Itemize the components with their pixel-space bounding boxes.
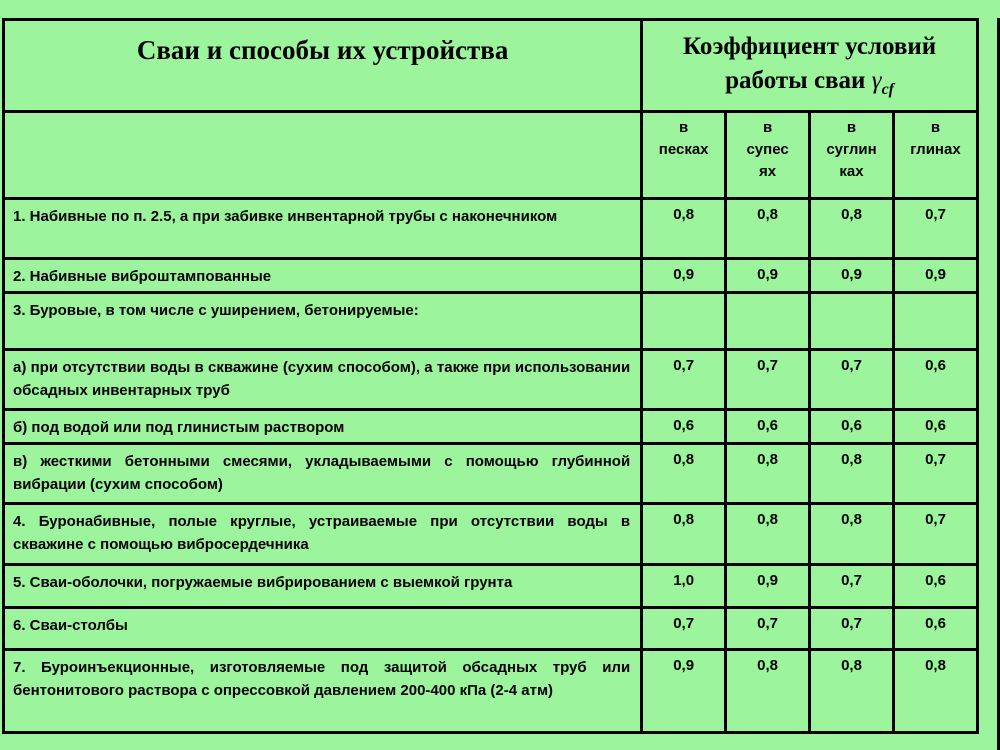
coef-title-line2: работы сваи $\gamma_{cf}$ <box>725 67 894 99</box>
table-row <box>4 350 978 410</box>
value-cell: 0,8 <box>810 199 894 259</box>
table-frame <box>0 18 1000 750</box>
value-cell: 0,8 <box>810 650 894 733</box>
empty-header-cell <box>4 112 642 199</box>
value-cell <box>642 293 726 350</box>
value-cell: 0,8 <box>893 650 977 733</box>
value-cell: 0,7 <box>810 350 894 410</box>
soil-header-sands: в песках <box>642 112 726 199</box>
value-cell: 0,9 <box>810 259 894 293</box>
value-cell: 0,6 <box>810 410 894 444</box>
value-cell: 0,7 <box>726 608 810 650</box>
value-cell: 0,7 <box>642 350 726 410</box>
value-cell: 0,7 <box>726 350 810 410</box>
value-cell: 0,9 <box>726 565 810 608</box>
value-cell: 0,6 <box>893 608 977 650</box>
column-header-pile-types <box>4 20 642 112</box>
table-header-row <box>4 20 978 112</box>
row-label: 4. Буронабивные, полые круглые, устраиваемые при отсутствии воды в скважине с помощью вибросердечника <box>4 504 642 565</box>
row-label: 5. Сваи-оболочки, погружаемые вибрированием с выемкой грунта <box>4 565 642 608</box>
value-cell: 0,8 <box>726 199 810 259</box>
value-cell: 0,7 <box>893 199 977 259</box>
value-cell: 0,8 <box>642 504 726 565</box>
value-cell: 0,8 <box>642 199 726 259</box>
soil-header-clays: в глинах <box>893 112 977 199</box>
column-header-coefficient <box>642 20 978 112</box>
value-cell <box>726 293 810 350</box>
table-row <box>4 444 978 504</box>
pile-coefficients-table <box>2 18 979 734</box>
value-cell: 0,9 <box>642 650 726 733</box>
value-cell: 0,6 <box>726 410 810 444</box>
value-cell: 0,8 <box>726 504 810 565</box>
table-row <box>4 293 978 350</box>
row-label: 7. Буроинъекционные, изготовляемые под защитой обсадных труб или бентонитового раствора с опрессовкой давлением 200-400 кПа (2-4 атм) <box>4 650 642 733</box>
page-title: Сваи и способы их устройства <box>136 34 509 65</box>
value-cell: 0,8 <box>810 444 894 504</box>
soil-header-loams: в суглин ках <box>810 112 894 199</box>
row-label: 3. Буровые, в том числе с уширением, бетонируемые: <box>4 293 642 350</box>
value-cell: 0,7 <box>810 608 894 650</box>
value-cell: 0,7 <box>810 565 894 608</box>
value-cell: 0,8 <box>726 650 810 733</box>
coef-title-line1: Коэффициент условий <box>682 33 937 61</box>
table-row <box>4 650 978 733</box>
value-cell: 0,6 <box>893 410 977 444</box>
table-row <box>4 410 978 444</box>
table-row <box>4 565 978 608</box>
value-cell: 1,0 <box>642 565 726 608</box>
row-label: 2. Набивные виброштампованные <box>4 259 642 293</box>
row-label: в) жесткими бетонными смесями, укладываемыми с помощью глубинной вибрации (сухим способом) <box>4 444 642 504</box>
value-cell <box>893 293 977 350</box>
value-cell: 0,8 <box>726 444 810 504</box>
row-label: а) при отсутствии воды в скважине (сухим способом), а также при использовании обсадных инвентарных труб <box>4 350 642 410</box>
table-row <box>4 608 978 650</box>
soil-header-sandy-loams: в супес ях <box>726 112 810 199</box>
value-cell: 0,7 <box>642 608 726 650</box>
row-label: б) под водой или под глинистым раствором <box>4 410 642 444</box>
value-cell: 0,7 <box>893 504 977 565</box>
table-row <box>4 199 978 259</box>
value-cell <box>810 293 894 350</box>
value-cell: 0,6 <box>893 350 977 410</box>
gamma-subscript: cf <box>881 81 894 99</box>
row-label: 6. Сваи-столбы <box>4 608 642 650</box>
soil-header-row <box>4 112 978 199</box>
value-cell: 0,8 <box>642 444 726 504</box>
value-cell: 0,6 <box>893 565 977 608</box>
value-cell: 0,9 <box>642 259 726 293</box>
gamma-symbol: $\gamma_{cf}$ <box>871 67 894 99</box>
table-row <box>4 504 978 565</box>
value-cell: 0,8 <box>810 504 894 565</box>
value-cell: 0,7 <box>893 444 977 504</box>
value-cell: 0,9 <box>893 259 977 293</box>
table-row <box>4 259 978 293</box>
row-label: 1. Набивные по п. 2.5, а при забивке инвентарной трубы с наконечником <box>4 199 642 259</box>
value-cell: 0,9 <box>726 259 810 293</box>
value-cell: 0,6 <box>642 410 726 444</box>
